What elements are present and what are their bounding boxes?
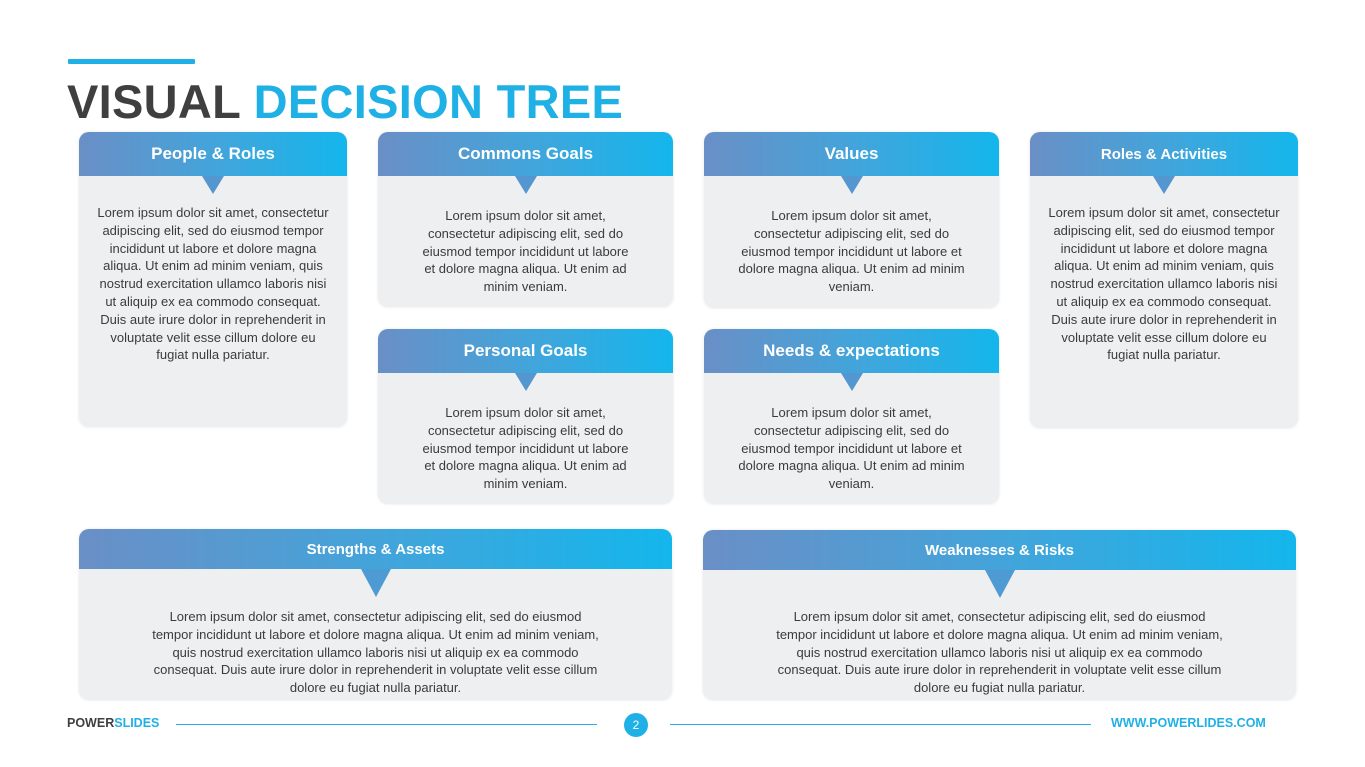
card-body-text: Lorem ipsum dolor sit amet, consectetur adipiscing elit, sed do eiusmod tempor incididunt ut labore et dolore magna aliqua. Ut enim ad minim veniam. [422,208,629,295]
card-people-roles [79,132,347,427]
header-pointer-arrow [515,176,537,194]
card-header [79,529,672,569]
card-header [704,329,999,373]
card-header [378,132,673,176]
card-commons-goals [378,132,673,307]
card-header [378,329,673,373]
card-heading: Needs & expectations [763,341,940,360]
card-body-text: Lorem ipsum dolor sit amet, consectetur adipiscing elit, sed do eiusmod tempor incididunt ut labore et dolore magna aliqua. Ut enim ad minim veniam. [738,208,965,295]
card-header [704,132,999,176]
card-body-text: Lorem ipsum dolor sit amet, consectetur adipiscing elit, sed do eiusmod tempor incididunt ut labore et dolore magna aliqua. Ut enim ad minim veniam. [422,405,629,492]
card-heading: Strengths & Assets [306,540,445,558]
page-title [67,74,623,130]
card-body-text: Lorem ipsum dolor sit amet, consectetur adipiscing elit, sed do eiusmod tempor incididunt ut labore et dolore magna aliqua. Ut enim ad minim veniam. [738,405,965,492]
brand-part-power: POWER [67,716,115,730]
card-values [704,132,999,308]
card-heading: Commons Goals [457,144,594,163]
card-personal-goals [378,329,673,504]
card-body-text: Lorem ipsum dolor sit amet, consectetur adipiscing elit, sed do eiusmod tempor incididunt ut labore et dolore magna aliqua. Ut enim ad minim veniam, quis nostrud exercitation ullamco laboris nisi ut aliquip ex ea commodo consequat. Duis aute irure dolor in reprehenderit in voluptate velit esse cillum dolore eu fugiat nulla pariatur. [776,609,1223,696]
card-body-text: Lorem ipsum dolor sit amet, consectetur adipiscing elit, sed do eiusmod tempor incididunt ut labore et dolore magna aliqua. Ut enim ad minim veniam, quis nostrud exercitation ullamco laboris nisi ut aliquip ex ea commodo consequat. Duis aute irure dolor in reprehenderit in voluptate velit esse cillum dolore eu fugiat nulla pariatur. [1048,205,1280,363]
card-body-text: Lorem ipsum dolor sit amet, consectetur adipiscing elit, sed do eiusmod tempor incididunt ut labore et dolore magna aliqua. Ut enim ad minim veniam, quis nostrud exercitation ullamco laboris nisi ut aliquip ex ea commodo consequat. Duis aute irure dolor in reprehenderit in voluptate velit esse cillum dolore eu fugiat nulla pariatur. [97,205,329,363]
card-needs-expectations [704,329,999,504]
card-strengths-assets [79,529,672,700]
footer-website-link[interactable]: WWW.POWERLIDES.COM [1111,716,1266,730]
title-part-visual: VISUAL [67,75,241,128]
header-pointer-arrow [202,176,224,194]
header-pointer-arrow [515,373,537,391]
card-heading: Roles & Activities [1100,145,1228,163]
footer-divider-left [176,724,597,725]
card-heading: Personal Goals [463,341,588,360]
card-heading: Weaknesses & Risks [925,541,1074,559]
card-weaknesses-risks [703,530,1296,700]
footer-brand-logo [67,716,159,730]
page-number-badge: 2 [624,713,648,737]
header-pointer-arrow [361,569,391,597]
title-part-decision-tree: DECISION TREE [253,75,624,128]
card-header [1030,132,1298,176]
card-body-text: Lorem ipsum dolor sit amet, consectetur adipiscing elit, sed do eiusmod tempor incididunt ut labore et dolore magna aliqua. Ut enim ad minim veniam, quis nostrud exercitation ullamco laboris nisi ut aliquip ex ea commodo consequat. Duis aute irure dolor in reprehenderit in voluptate velit esse cillum dolore eu fugiat nulla pariatur. [152,609,599,696]
header-pointer-arrow [841,176,863,194]
card-roles-activities [1030,132,1298,428]
brand-part-slides: SLIDES [114,716,160,730]
header-pointer-arrow [985,570,1015,598]
header-pointer-arrow [1153,176,1175,194]
footer-divider-right [670,724,1091,725]
title-accent-bar [68,59,195,64]
header-pointer-arrow [841,373,863,391]
card-header [703,530,1296,570]
card-header [79,132,347,176]
card-heading: Values [824,144,879,163]
card-heading: People & Roles [151,144,275,163]
